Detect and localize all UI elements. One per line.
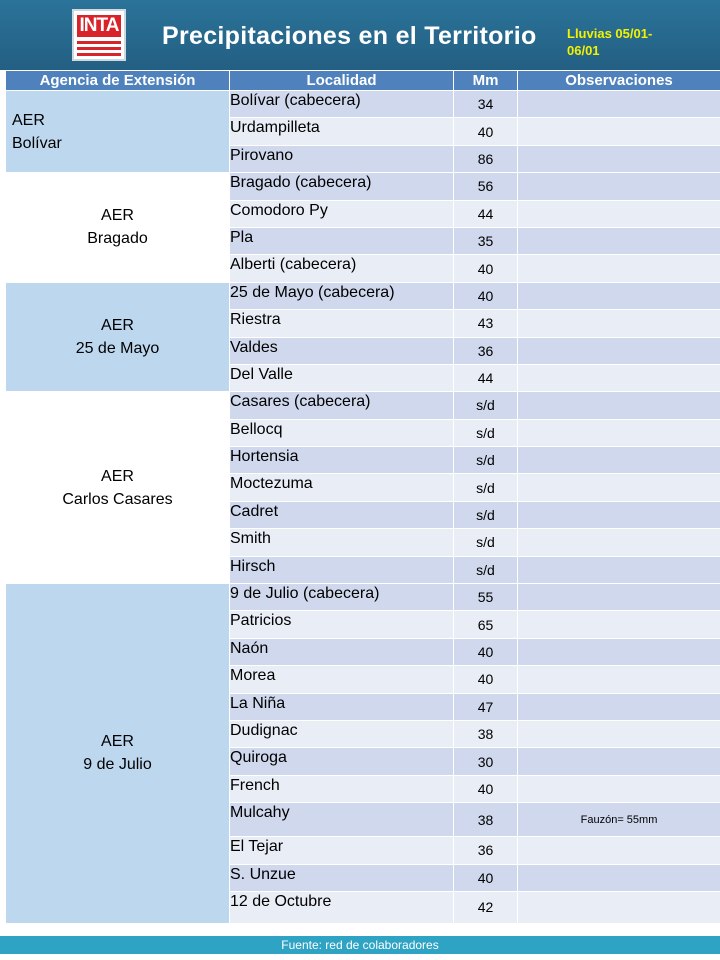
observaciones-cell xyxy=(518,666,720,693)
observaciones-cell xyxy=(518,529,720,556)
localidad-cell: Moctezuma xyxy=(230,474,454,501)
agency-label-line2: Bolívar xyxy=(12,134,62,152)
mm-cell: 40 xyxy=(454,864,518,891)
mm-cell: 65 xyxy=(454,611,518,638)
table-row xyxy=(6,91,720,118)
table-row xyxy=(6,282,720,309)
observaciones-cell xyxy=(518,364,720,391)
mm-cell: 40 xyxy=(454,282,518,309)
agency-label-line1: AER xyxy=(101,317,134,335)
mm-cell: s/d xyxy=(454,529,518,556)
observaciones-cell xyxy=(518,611,720,638)
table-row xyxy=(6,392,720,419)
table-row xyxy=(6,584,720,611)
inta-logo-text: INTA xyxy=(77,15,121,37)
mm-cell: 42 xyxy=(454,891,518,923)
mm-cell: 35 xyxy=(454,227,518,254)
observaciones-cell xyxy=(518,419,720,446)
agency-cell xyxy=(6,584,230,924)
mm-cell: 43 xyxy=(454,310,518,337)
localidad-cell: Del Valle xyxy=(230,364,454,391)
logo-stripe xyxy=(77,47,121,50)
table-header-row xyxy=(6,71,720,91)
observaciones-cell xyxy=(518,556,720,583)
mm-cell: 40 xyxy=(454,638,518,665)
mm-cell: 44 xyxy=(454,364,518,391)
observaciones-cell xyxy=(518,837,720,864)
observaciones-cell xyxy=(518,584,720,611)
precipitation-table xyxy=(5,70,720,924)
localidad-cell: Comodoro Py xyxy=(230,200,454,227)
localidad-cell: Hirsch xyxy=(230,556,454,583)
agency-cell xyxy=(6,392,230,584)
logo-stripe xyxy=(77,41,121,44)
localidad-cell: Mulcahy xyxy=(230,803,454,837)
footer-source: Fuente: red de colaboradores xyxy=(0,936,720,954)
observaciones-cell xyxy=(518,200,720,227)
observaciones-cell xyxy=(518,91,720,118)
inta-logo xyxy=(72,9,126,61)
column-header-agency: Agencia de Extensión xyxy=(6,71,230,91)
agency-label-line2: Carlos Casares xyxy=(62,490,173,508)
localidad-cell: 12 de Octubre xyxy=(230,891,454,923)
observaciones-cell xyxy=(518,775,720,802)
agency-label-line1: AER xyxy=(101,733,134,751)
localidad-cell: Quiroga xyxy=(230,748,454,775)
localidad-cell: Bragado (cabecera) xyxy=(230,173,454,200)
agency-label-line2: Bragado xyxy=(87,230,148,248)
mm-cell: s/d xyxy=(454,419,518,446)
mm-cell: 30 xyxy=(454,748,518,775)
localidad-cell: Morea xyxy=(230,666,454,693)
agency-label-line2: 9 de Julio xyxy=(83,756,152,774)
agency-label-line1: AER xyxy=(101,467,134,485)
table-row xyxy=(6,173,720,200)
observaciones-cell xyxy=(518,748,720,775)
observaciones-cell xyxy=(518,638,720,665)
mm-cell: 55 xyxy=(454,584,518,611)
mm-cell: s/d xyxy=(454,474,518,501)
column-header-observaciones: Observaciones xyxy=(518,71,720,91)
mm-cell: 86 xyxy=(454,145,518,172)
observaciones-cell: Fauzón= 55mm xyxy=(518,803,720,837)
localidad-cell: Alberti (cabecera) xyxy=(230,255,454,282)
logo-stripe xyxy=(77,53,121,56)
localidad-cell: Bellocq xyxy=(230,419,454,446)
localidad-cell: Valdes xyxy=(230,337,454,364)
agency-label-line1: AER xyxy=(12,111,45,129)
observaciones-cell xyxy=(518,118,720,145)
observaciones-cell xyxy=(518,864,720,891)
mm-cell: 47 xyxy=(454,693,518,720)
observaciones-cell xyxy=(518,501,720,528)
observaciones-cell xyxy=(518,282,720,309)
mm-cell: s/d xyxy=(454,556,518,583)
observaciones-cell xyxy=(518,891,720,923)
localidad-cell: Cadret xyxy=(230,501,454,528)
mm-cell: 34 xyxy=(454,91,518,118)
mm-cell: 40 xyxy=(454,118,518,145)
observaciones-cell xyxy=(518,145,720,172)
localidad-cell: Hortensia xyxy=(230,447,454,474)
column-header-localidad: Localidad xyxy=(230,71,454,91)
observaciones-cell xyxy=(518,173,720,200)
localidad-cell: Bolívar (cabecera) xyxy=(230,91,454,118)
localidad-cell: 25 de Mayo (cabecera) xyxy=(230,282,454,309)
mm-cell: 38 xyxy=(454,720,518,747)
header-bar xyxy=(0,0,720,70)
observaciones-cell xyxy=(518,392,720,419)
mm-cell: s/d xyxy=(454,392,518,419)
agency-cell xyxy=(6,282,230,392)
localidad-cell: Urdampilleta xyxy=(230,118,454,145)
localidad-cell: Patricios xyxy=(230,611,454,638)
localidad-cell: 9 de Julio (cabecera) xyxy=(230,584,454,611)
localidad-cell: Pla xyxy=(230,227,454,254)
agency-cell xyxy=(6,91,230,173)
localidad-cell: Dudignac xyxy=(230,720,454,747)
agency-cell xyxy=(6,173,230,283)
observaciones-cell xyxy=(518,227,720,254)
mm-cell: 40 xyxy=(454,775,518,802)
agency-label-line1: AER xyxy=(101,207,134,225)
localidad-cell: El Tejar xyxy=(230,837,454,864)
localidad-cell: La Niña xyxy=(230,693,454,720)
observaciones-cell xyxy=(518,693,720,720)
mm-cell: 36 xyxy=(454,837,518,864)
localidad-cell: Smith xyxy=(230,529,454,556)
observaciones-cell xyxy=(518,255,720,282)
localidad-cell: French xyxy=(230,775,454,802)
observaciones-cell xyxy=(518,337,720,364)
mm-cell: 56 xyxy=(454,173,518,200)
column-header-mm: Mm xyxy=(454,71,518,91)
mm-cell: s/d xyxy=(454,447,518,474)
mm-cell: 36 xyxy=(454,337,518,364)
page-title: Precipitaciones en el Territorio xyxy=(162,22,537,50)
observaciones-cell xyxy=(518,474,720,501)
observaciones-cell xyxy=(518,447,720,474)
observaciones-cell xyxy=(518,310,720,337)
localidad-cell: Casares (cabecera) xyxy=(230,392,454,419)
observaciones-cell xyxy=(518,720,720,747)
localidad-cell: Pirovano xyxy=(230,145,454,172)
mm-cell: 40 xyxy=(454,666,518,693)
agency-label-line2: 25 de Mayo xyxy=(75,340,160,358)
localidad-cell: Naón xyxy=(230,638,454,665)
mm-cell: 40 xyxy=(454,255,518,282)
localidad-cell: Riestra xyxy=(230,310,454,337)
mm-cell: 44 xyxy=(454,200,518,227)
mm-cell: 38 xyxy=(454,803,518,837)
localidad-cell: S. Unzue xyxy=(230,864,454,891)
date-range-label: Lluvias 05/01-06/01 xyxy=(567,26,653,58)
mm-cell: s/d xyxy=(454,501,518,528)
